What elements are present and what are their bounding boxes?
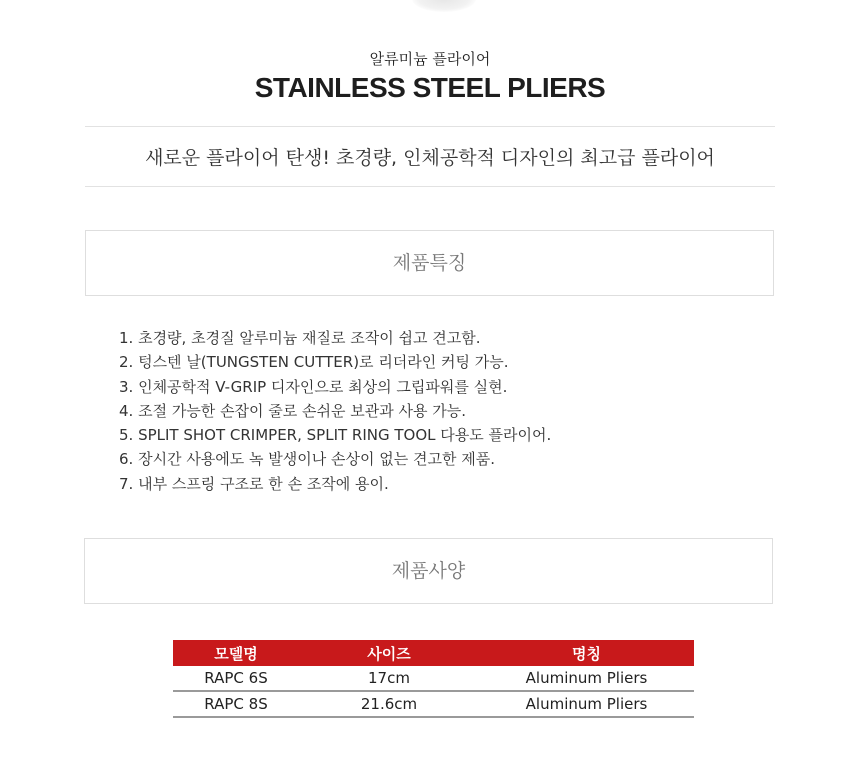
specs-section-header xyxy=(84,538,773,604)
cell-model: RAPC 6S xyxy=(173,666,299,691)
feature-item: 5. SPLIT SHOT CRIMPER, SPLIT RING TOOL 다용도 플라이어. xyxy=(119,426,552,445)
cell-size: 17cm xyxy=(299,666,479,691)
table-row xyxy=(173,666,694,691)
product-tagline: 새로운 플라이어 탄생! 초경량, 인체공학적 디자인의 최고급 플라이어 xyxy=(145,147,715,169)
feature-item: 1. 초경량, 초경질 알루미늄 재질로 조작이 쉽고 견고함. xyxy=(119,329,481,347)
header-name: 명칭 xyxy=(479,640,694,666)
table-row xyxy=(173,691,694,717)
product-image-shadow xyxy=(412,0,476,12)
cell-size: 21.6cm xyxy=(299,691,479,717)
specs-section-title: 제품사양 xyxy=(391,560,466,582)
cell-model: RAPC 8S xyxy=(173,691,299,717)
product-title: STAINLESS STEEL PLIERS xyxy=(254,72,606,103)
header-size: 사이즈 xyxy=(299,640,479,666)
features-section-header xyxy=(85,230,774,296)
divider-top xyxy=(85,126,775,127)
cell-name: Aluminum Pliers xyxy=(479,691,694,717)
product-subtitle: 알류미늄 플라이어 xyxy=(369,50,491,68)
feature-item: 3. 인체공학적 V-GRIP 디자인으로 최상의 그립파워를 실현. xyxy=(119,377,508,396)
header-model: 모델명 xyxy=(173,640,299,666)
feature-item: 7. 내부 스프링 구조로 한 손 조작에 용이. xyxy=(119,474,389,493)
feature-item: 2. 텅스텐 날(TUNGSTEN CUTTER)로 리더라인 커팅 가능. xyxy=(119,353,509,372)
feature-item: 4. 조절 가능한 손잡이 줄로 손쉬운 보관과 사용 가능. xyxy=(119,401,467,420)
spec-table-header-row xyxy=(173,640,694,666)
feature-item: 6. 장시간 사용에도 녹 발생이나 손상이 없는 견고한 제품. xyxy=(119,450,496,469)
divider-bottom xyxy=(85,186,775,187)
spec-table xyxy=(173,640,694,718)
features-section-title: 제품특징 xyxy=(392,252,467,274)
cell-name: Aluminum Pliers xyxy=(479,666,694,691)
feature-list xyxy=(119,326,551,496)
